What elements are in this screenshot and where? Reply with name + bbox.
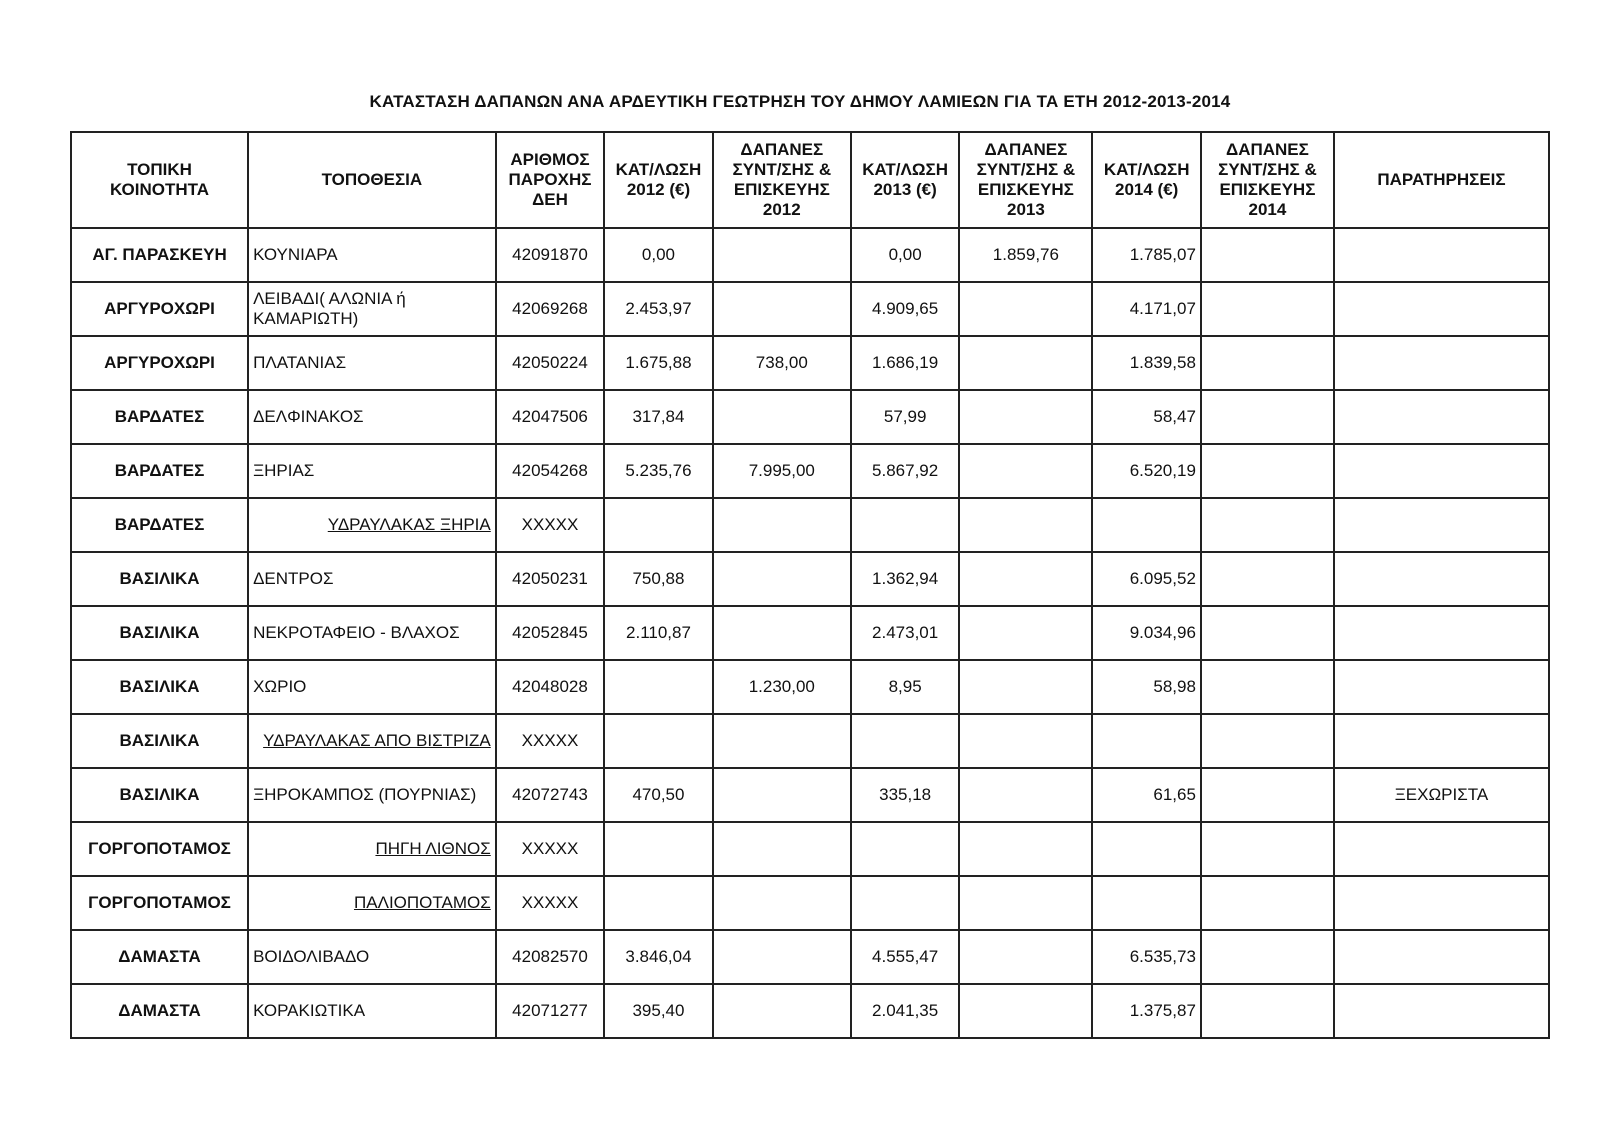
consumption-2012-cell: 317,84 bbox=[604, 390, 712, 444]
header-repair-2013: ΔΑΠΑΝΕΣ ΣΥΝΤ/ΣΗΣ & ΕΠΙΣΚΕΥΗΣ 2013 bbox=[959, 132, 1092, 228]
location-cell: ΚΟΥΝΙΑΡΑ bbox=[248, 228, 496, 282]
header-meter-number: ΑΡΙΘΜΟΣ ΠΑΡΟΧΗΣ ΔΕΗ bbox=[496, 132, 604, 228]
consumption-2014-cell: 1.839,58 bbox=[1092, 336, 1200, 390]
table-row bbox=[71, 714, 1549, 768]
community-cell: ΑΓ. ΠΑΡΑΣΚΕΥΗ bbox=[71, 228, 248, 282]
table-row bbox=[71, 336, 1549, 390]
consumption-2012-cell bbox=[604, 822, 712, 876]
table-row bbox=[71, 660, 1549, 714]
location-cell: ΞΗΡΟΚΑΜΠΟΣ (ΠΟΥΡΝΙΑΣ) bbox=[248, 768, 496, 822]
consumption-2014-cell: 6.095,52 bbox=[1092, 552, 1200, 606]
location-cell: ΝΕΚΡΟΤΑΦΕΙΟ - ΒΛΑΧΟΣ bbox=[248, 606, 496, 660]
community-cell: ΔΑΜΑΣΤΑ bbox=[71, 930, 248, 984]
community-cell: ΒΑΣΙΛΙΚΑ bbox=[71, 606, 248, 660]
repair-2012-cell bbox=[713, 714, 851, 768]
consumption-2012-cell bbox=[604, 876, 712, 930]
consumption-2012-cell: 470,50 bbox=[604, 768, 712, 822]
location-cell: ΠΛΑΤΑΝΙΑΣ bbox=[248, 336, 496, 390]
repair-2014-cell bbox=[1201, 282, 1334, 336]
notes-cell bbox=[1334, 876, 1549, 930]
repair-2012-cell bbox=[713, 930, 851, 984]
location-cell: ΚΟΡΑΚΙΩΤΙΚΑ bbox=[248, 984, 496, 1038]
table-row bbox=[71, 552, 1549, 606]
header-consumption-2013: ΚΑΤ/ΛΩΣΗ 2013 (€) bbox=[851, 132, 959, 228]
header-repair-2012: ΔΑΠΑΝΕΣ ΣΥΝΤ/ΣΗΣ & ΕΠΙΣΚΕΥΗΣ 2012 bbox=[713, 132, 851, 228]
consumption-2014-cell: 1.375,87 bbox=[1092, 984, 1200, 1038]
repair-2014-cell bbox=[1201, 336, 1334, 390]
consumption-2013-cell: 8,95 bbox=[851, 660, 959, 714]
repair-2014-cell bbox=[1201, 822, 1334, 876]
repair-2014-cell bbox=[1201, 444, 1334, 498]
location-cell: ΧΩΡΙΟ bbox=[248, 660, 496, 714]
header-community: ΤΟΠΙΚΗ ΚΟΙΝΟΤΗΤΑ bbox=[71, 132, 248, 228]
consumption-2013-cell: 4.555,47 bbox=[851, 930, 959, 984]
meter-number-cell: 42082570 bbox=[496, 930, 604, 984]
repair-2013-cell: 1.859,76 bbox=[959, 228, 1092, 282]
consumption-2014-cell bbox=[1092, 822, 1200, 876]
notes-cell: ΞΕΧΩΡΙΣΤΑ bbox=[1334, 768, 1549, 822]
repair-2014-cell bbox=[1201, 984, 1334, 1038]
repair-2013-cell bbox=[959, 444, 1092, 498]
table-row bbox=[71, 498, 1549, 552]
repair-2014-cell bbox=[1201, 660, 1334, 714]
header-consumption-2014: ΚΑΤ/ΛΩΣΗ 2014 (€) bbox=[1092, 132, 1200, 228]
consumption-2012-cell: 1.675,88 bbox=[604, 336, 712, 390]
consumption-2012-cell: 3.846,04 bbox=[604, 930, 712, 984]
consumption-2012-cell: 2.453,97 bbox=[604, 282, 712, 336]
repair-2014-cell bbox=[1201, 876, 1334, 930]
consumption-2013-cell: 0,00 bbox=[851, 228, 959, 282]
meter-number-cell: 42071277 bbox=[496, 984, 604, 1038]
consumption-2013-cell: 2.473,01 bbox=[851, 606, 959, 660]
notes-cell bbox=[1334, 984, 1549, 1038]
header-notes: ΠΑΡΑΤΗΡΗΣΕΙΣ bbox=[1334, 132, 1549, 228]
community-cell: ΒΑΡΔΑΤΕΣ bbox=[71, 498, 248, 552]
consumption-2012-cell bbox=[604, 714, 712, 768]
repair-2013-cell bbox=[959, 768, 1092, 822]
table-header bbox=[71, 132, 1549, 228]
header-row bbox=[71, 132, 1549, 228]
consumption-2013-cell: 335,18 bbox=[851, 768, 959, 822]
community-cell: ΓΟΡΓΟΠΟΤΑΜΟΣ bbox=[71, 876, 248, 930]
community-cell: ΒΑΣΙΛΙΚΑ bbox=[71, 768, 248, 822]
community-cell: ΒΑΣΙΛΙΚΑ bbox=[71, 660, 248, 714]
location-cell: ΠΗΓΗ ΛΙΘΝΟΣ bbox=[248, 822, 496, 876]
repair-2014-cell bbox=[1201, 228, 1334, 282]
notes-cell bbox=[1334, 552, 1549, 606]
consumption-2012-cell: 0,00 bbox=[604, 228, 712, 282]
repair-2013-cell bbox=[959, 660, 1092, 714]
repair-2012-cell: 7.995,00 bbox=[713, 444, 851, 498]
notes-cell bbox=[1334, 930, 1549, 984]
meter-number-cell: XXXXX bbox=[496, 876, 604, 930]
repair-2014-cell bbox=[1201, 498, 1334, 552]
repair-2013-cell bbox=[959, 876, 1092, 930]
location-cell: ΔΕΝΤΡΟΣ bbox=[248, 552, 496, 606]
consumption-2014-cell: 61,65 bbox=[1092, 768, 1200, 822]
repair-2012-cell bbox=[713, 984, 851, 1038]
header-consumption-2012: ΚΑΤ/ΛΩΣΗ 2012 (€) bbox=[604, 132, 712, 228]
repair-2013-cell bbox=[959, 822, 1092, 876]
location-cell: ΛΕΙΒΑΔΙ( ΑΛΩΝΙΑ ή ΚΑΜΑΡΙΩΤΗ) bbox=[248, 282, 496, 336]
table-row bbox=[71, 444, 1549, 498]
repair-2013-cell bbox=[959, 282, 1092, 336]
document-title: ΚΑΤΑΣΤΑΣΗ ΔΑΠΑΝΩΝ ΑΝΑ ΑΡΔΕΥΤΙΚΗ ΓΕΩΤΡΗΣΗ ΤΟΥ ΔΗΜΟΥ ΛΑΜΙΕΩΝ ΓΙΑ ΤΑ ΕΤΗ 2012-2013-2014 bbox=[369, 92, 1231, 111]
meter-number-cell: 42050224 bbox=[496, 336, 604, 390]
repair-2013-cell bbox=[959, 390, 1092, 444]
repair-2013-cell bbox=[959, 552, 1092, 606]
community-cell: ΒΑΡΔΑΤΕΣ bbox=[71, 444, 248, 498]
location-cell: ΥΔΡΑΥΛΑΚΑΣ ΞΗΡΙΑ bbox=[248, 498, 496, 552]
location-cell: ΥΔΡΑΥΛΑΚΑΣ ΑΠΟ ΒΙΣΤΡΙΖΑ bbox=[248, 714, 496, 768]
table-row bbox=[71, 930, 1549, 984]
consumption-2013-cell: 1.686,19 bbox=[851, 336, 959, 390]
meter-number-cell: 42050231 bbox=[496, 552, 604, 606]
consumption-2013-cell bbox=[851, 714, 959, 768]
meter-number-cell: 42047506 bbox=[496, 390, 604, 444]
table-row bbox=[71, 822, 1549, 876]
community-cell: ΒΑΣΙΛΙΚΑ bbox=[71, 714, 248, 768]
consumption-2014-cell: 4.171,07 bbox=[1092, 282, 1200, 336]
repair-2014-cell bbox=[1201, 552, 1334, 606]
consumption-2014-cell bbox=[1092, 876, 1200, 930]
meter-number-cell: 42072743 bbox=[496, 768, 604, 822]
meter-number-cell: XXXXX bbox=[496, 822, 604, 876]
notes-cell bbox=[1334, 390, 1549, 444]
repair-2013-cell bbox=[959, 336, 1092, 390]
consumption-2012-cell: 5.235,76 bbox=[604, 444, 712, 498]
repair-2012-cell bbox=[713, 768, 851, 822]
meter-number-cell: 42069268 bbox=[496, 282, 604, 336]
meter-number-cell: XXXXX bbox=[496, 498, 604, 552]
meter-number-cell: XXXXX bbox=[496, 714, 604, 768]
consumption-2012-cell bbox=[604, 660, 712, 714]
notes-cell bbox=[1334, 714, 1549, 768]
repair-2012-cell: 738,00 bbox=[713, 336, 851, 390]
consumption-2013-cell: 5.867,92 bbox=[851, 444, 959, 498]
repair-2012-cell bbox=[713, 498, 851, 552]
table-row bbox=[71, 984, 1549, 1038]
expenses-table bbox=[70, 131, 1550, 1039]
meter-number-cell: 42048028 bbox=[496, 660, 604, 714]
table-row bbox=[71, 768, 1549, 822]
consumption-2013-cell: 57,99 bbox=[851, 390, 959, 444]
consumption-2013-cell: 1.362,94 bbox=[851, 552, 959, 606]
community-cell: ΒΑΡΔΑΤΕΣ bbox=[71, 390, 248, 444]
consumption-2014-cell: 6.535,73 bbox=[1092, 930, 1200, 984]
consumption-2012-cell: 395,40 bbox=[604, 984, 712, 1038]
repair-2012-cell bbox=[713, 822, 851, 876]
header-location: ΤΟΠΟΘΕΣΙΑ bbox=[248, 132, 496, 228]
repair-2012-cell bbox=[713, 282, 851, 336]
consumption-2014-cell bbox=[1092, 498, 1200, 552]
consumption-2014-cell bbox=[1092, 714, 1200, 768]
consumption-2014-cell: 58,47 bbox=[1092, 390, 1200, 444]
repair-2013-cell bbox=[959, 714, 1092, 768]
repair-2014-cell bbox=[1201, 768, 1334, 822]
community-cell: ΑΡΓΥΡΟΧΩΡΙ bbox=[71, 336, 248, 390]
table-row bbox=[71, 282, 1549, 336]
repair-2014-cell bbox=[1201, 930, 1334, 984]
consumption-2013-cell bbox=[851, 876, 959, 930]
notes-cell bbox=[1334, 336, 1549, 390]
repair-2013-cell bbox=[959, 498, 1092, 552]
community-cell: ΔΑΜΑΣΤΑ bbox=[71, 984, 248, 1038]
repair-2014-cell bbox=[1201, 606, 1334, 660]
location-cell: ΞΗΡΙΑΣ bbox=[248, 444, 496, 498]
repair-2014-cell bbox=[1201, 390, 1334, 444]
location-cell: ΔΕΛΦΙΝΑΚΟΣ bbox=[248, 390, 496, 444]
notes-cell bbox=[1334, 282, 1549, 336]
notes-cell bbox=[1334, 228, 1549, 282]
repair-2012-cell bbox=[713, 390, 851, 444]
consumption-2014-cell: 9.034,96 bbox=[1092, 606, 1200, 660]
location-cell: ΒΟΙΔΟΛΙΒΑΔΟ bbox=[248, 930, 496, 984]
community-cell: ΓΟΡΓΟΠΟΤΑΜΟΣ bbox=[71, 822, 248, 876]
location-cell: ΠΑΛΙΟΠΟΤΑΜΟΣ bbox=[248, 876, 496, 930]
notes-cell bbox=[1334, 498, 1549, 552]
table-row bbox=[71, 228, 1549, 282]
repair-2012-cell bbox=[713, 606, 851, 660]
repair-2013-cell bbox=[959, 930, 1092, 984]
consumption-2013-cell bbox=[851, 822, 959, 876]
consumption-2012-cell: 750,88 bbox=[604, 552, 712, 606]
consumption-2014-cell: 1.785,07 bbox=[1092, 228, 1200, 282]
consumption-2012-cell bbox=[604, 498, 712, 552]
notes-cell bbox=[1334, 606, 1549, 660]
consumption-2013-cell: 2.041,35 bbox=[851, 984, 959, 1038]
notes-cell bbox=[1334, 822, 1549, 876]
repair-2012-cell bbox=[713, 876, 851, 930]
repair-2013-cell bbox=[959, 984, 1092, 1038]
consumption-2013-cell: 4.909,65 bbox=[851, 282, 959, 336]
table-body bbox=[71, 228, 1549, 1038]
meter-number-cell: 42091870 bbox=[496, 228, 604, 282]
repair-2012-cell bbox=[713, 552, 851, 606]
repair-2012-cell bbox=[713, 228, 851, 282]
repair-2013-cell bbox=[959, 606, 1092, 660]
consumption-2012-cell: 2.110,87 bbox=[604, 606, 712, 660]
table-row bbox=[71, 390, 1549, 444]
consumption-2014-cell: 58,98 bbox=[1092, 660, 1200, 714]
repair-2012-cell: 1.230,00 bbox=[713, 660, 851, 714]
notes-cell bbox=[1334, 444, 1549, 498]
community-cell: ΑΡΓΥΡΟΧΩΡΙ bbox=[71, 282, 248, 336]
notes-cell bbox=[1334, 660, 1549, 714]
table-row bbox=[71, 876, 1549, 930]
table-row bbox=[71, 606, 1549, 660]
header-repair-2014: ΔΑΠΑΝΕΣ ΣΥΝΤ/ΣΗΣ & ΕΠΙΣΚΕΥΗΣ 2014 bbox=[1201, 132, 1334, 228]
meter-number-cell: 42054268 bbox=[496, 444, 604, 498]
repair-2014-cell bbox=[1201, 714, 1334, 768]
meter-number-cell: 42052845 bbox=[496, 606, 604, 660]
community-cell: ΒΑΣΙΛΙΚΑ bbox=[71, 552, 248, 606]
consumption-2013-cell bbox=[851, 498, 959, 552]
consumption-2014-cell: 6.520,19 bbox=[1092, 444, 1200, 498]
